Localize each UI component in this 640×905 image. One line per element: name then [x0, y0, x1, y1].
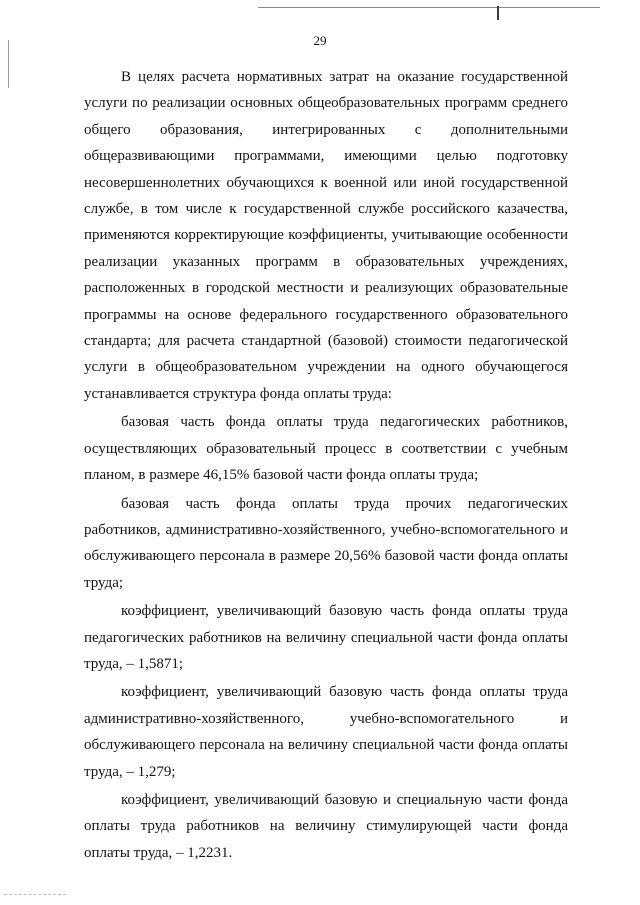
- paragraph-base-teachers: базовая часть фонда оплаты труда педагогических работников, осуществляющих образовательный процесс в соответствии с учебным планом, в размере 46,15% базовой части фонда оплаты труда;: [84, 414, 568, 484]
- paragraph-base-other-staff: базовая часть фонда оплаты труда прочих педагогических работников, административно-хозяйственного, учебно-вспомогательного и обслуживающего персонала в размере 20,56% базовой части фонда оплаты труда;: [84, 495, 568, 591]
- paragraph-coefficient-teachers: коэффициент, увеличивающий базовую часть фонда оплаты труда педагогических работников на величину специальной части фонда оплаты труда, – 1,5871;: [84, 603, 568, 672]
- page-number: 29: [313, 33, 327, 48]
- paragraph-coefficient-support-staff: коэффициент, увеличивающий базовую часть фонда оплаты труда административно-хозяйственного, учебно-вспомогательного и обслуживающего персонала на величину специальной части фонда оплаты труда, – 1,279;: [84, 684, 568, 780]
- paragraph-coefficient-stimulating: коэффициент, увеличивающий базовую и специальную части фонда оплаты труда работников на величину стимулирующей части фонда оплаты труда, – 1,2231.: [84, 791, 568, 861]
- scan-bottom-mark: [4, 894, 66, 895]
- document-body: [84, 64, 568, 866]
- paragraph-intro: В целях расчета нормативных затрат на оказание государственной услуги по реализации основных общеобразовательных программ среднего общего образования, интегрированных с дополнительными общеразвивающими программами, имеющими целью подготовку несовершеннолетних обучающихся к военной или иной государственной службе, в том числе к государственной службе российского казачества, применяются корректирующие коэффициенты, учитывающие особенности реализации указанных программ в образовательных учреждениях, расположенных в городской местности и реализующих образовательные программы на основе федерального государственного образовательного стандарта; для расчета стандартной (базовой) стоимости педагогической услуги в общеобразовательном учреждении на одного обучающегося устанавливается структура фонда оплаты труда:: [84, 69, 568, 402]
- scan-edge-line: [258, 7, 600, 8]
- scan-mark: [497, 6, 499, 20]
